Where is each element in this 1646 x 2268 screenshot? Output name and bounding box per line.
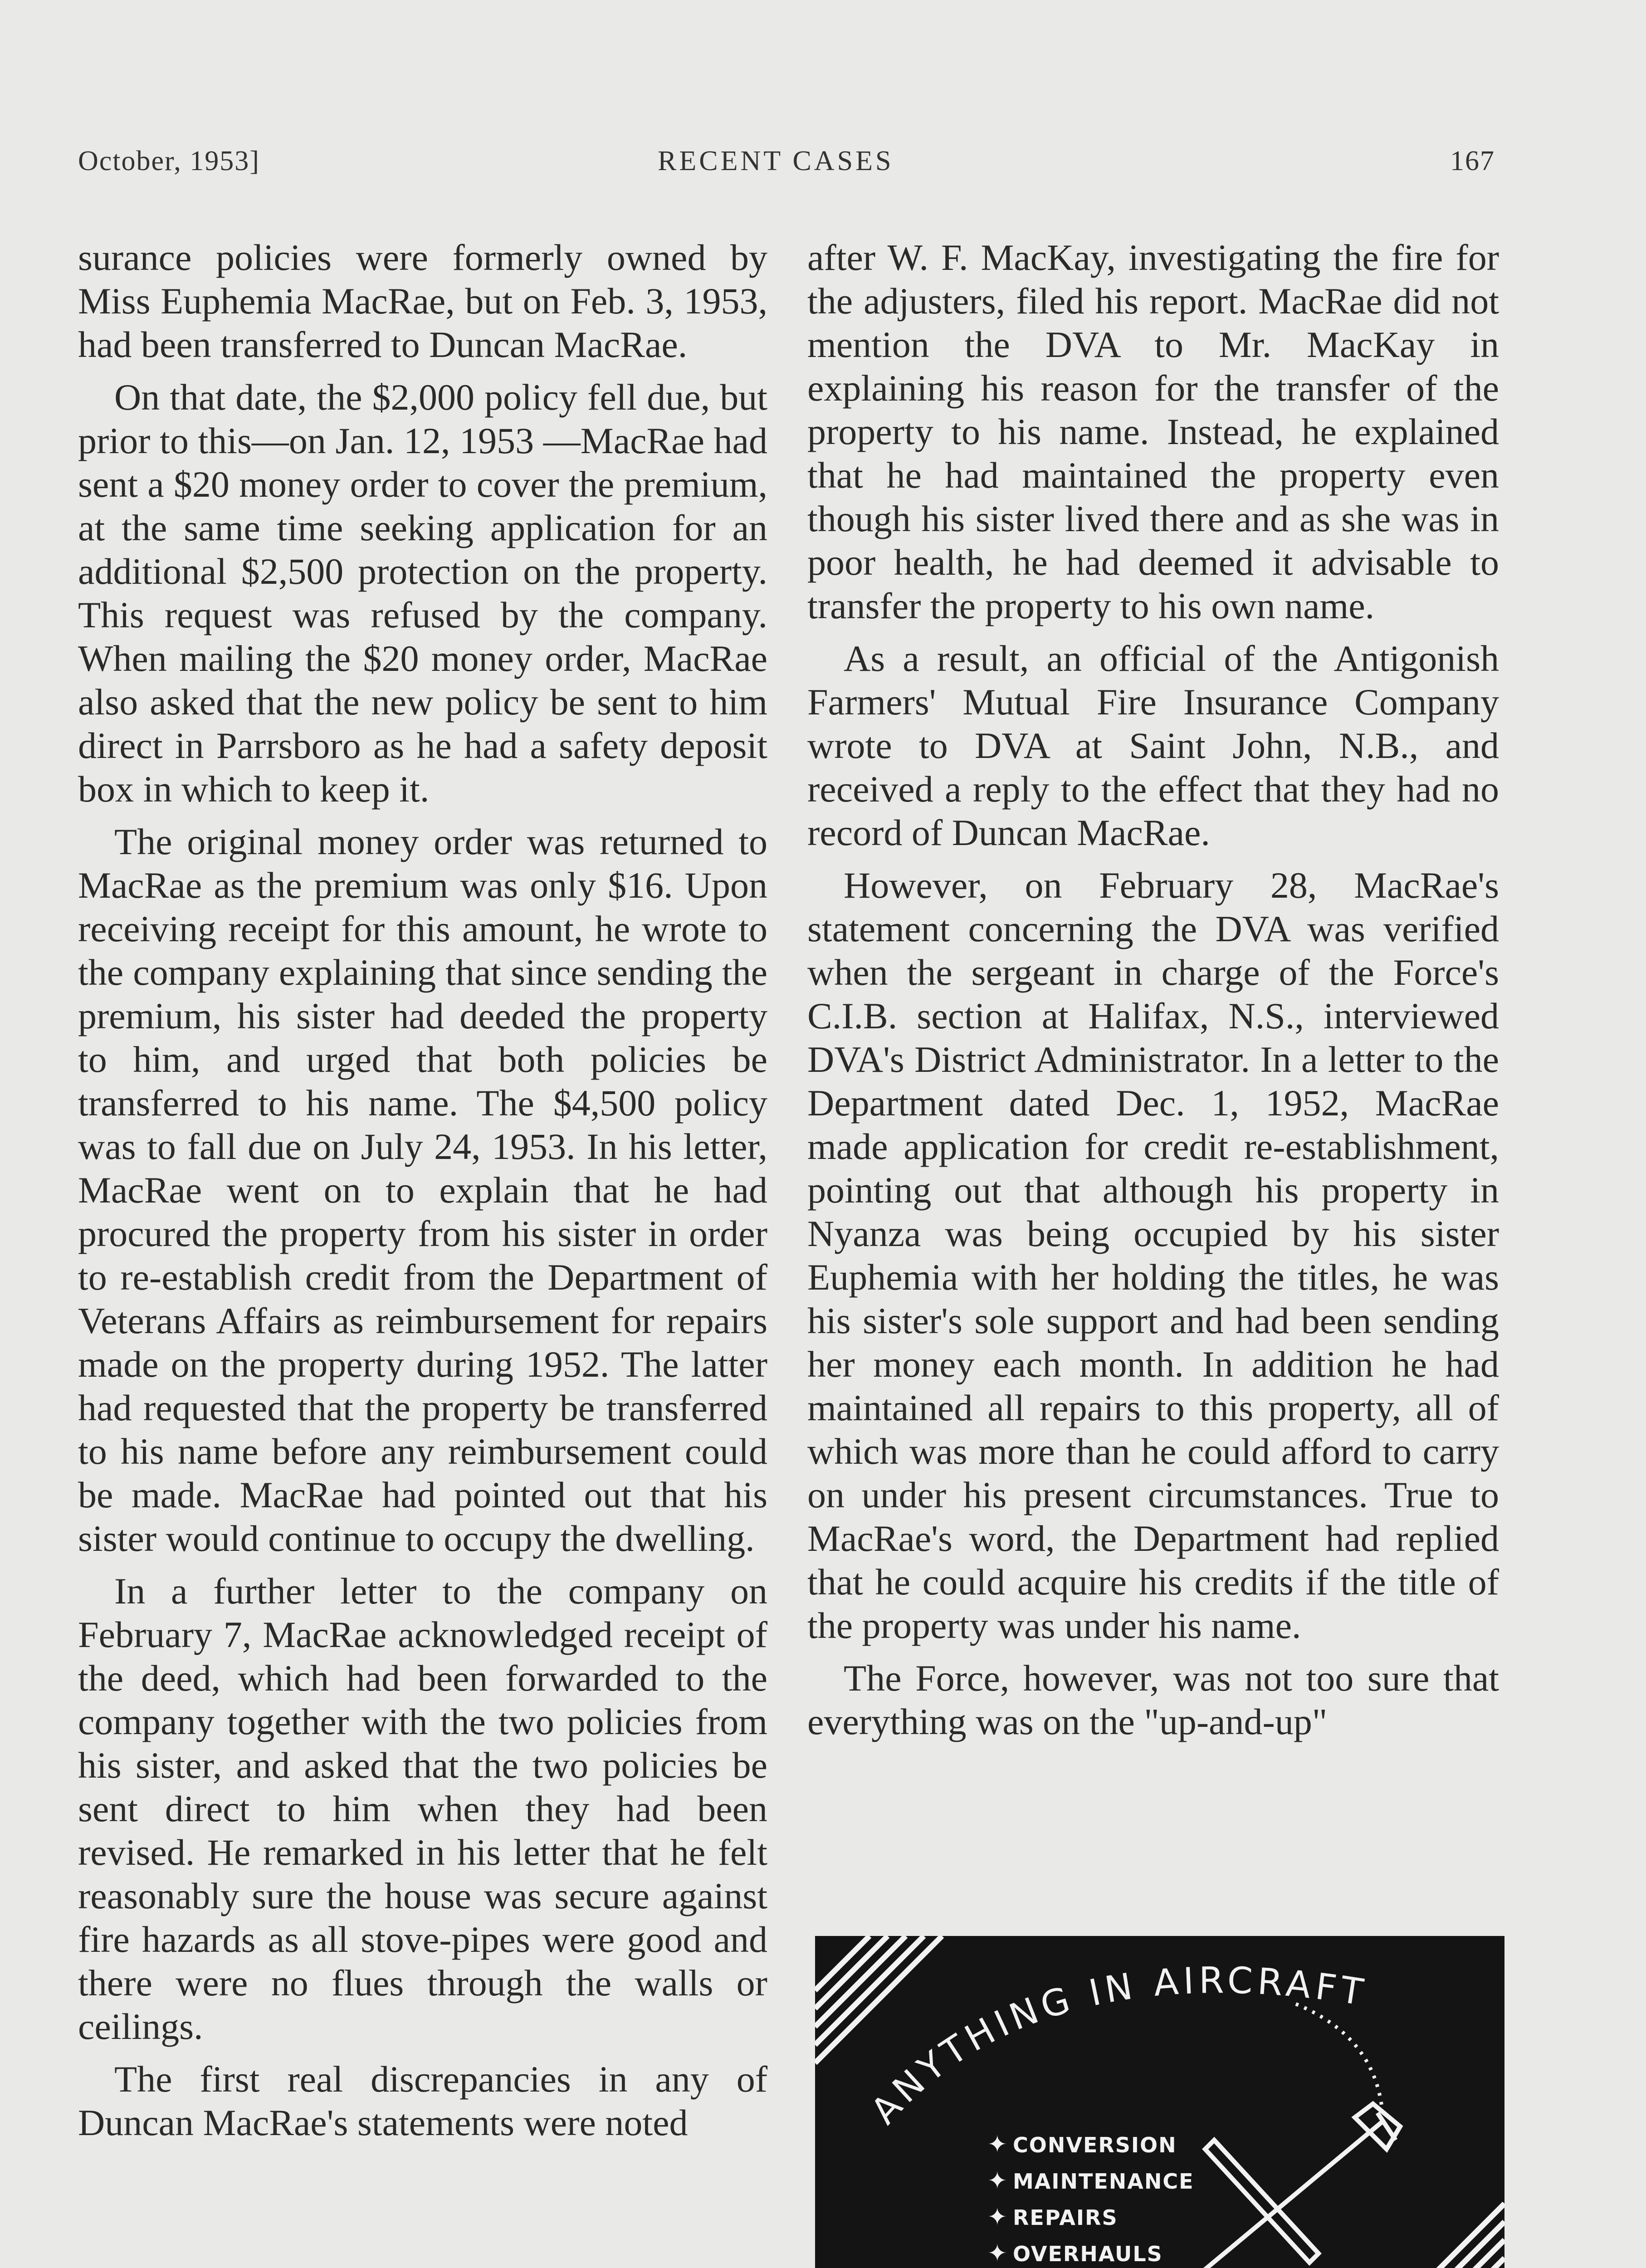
running-head-title: RECENT CASES [658,146,894,176]
paragraph: after W. F. MacKay, investigating the fire for the adjusters, filed his report. MacRae did not mention the DVA to Mr. MacKay in explaining his reason for the transfer of the property to his name. Instead, he explained that he had maintained the property even though his sister lived there and as she was in poor health, he had deemed it advisable to transfer the property to his own name. [807,237,1499,626]
paragraph: The original money order was returned to MacRae as the premium was only $16. Upon receiving receipt for this amount, he wrote to the company explaining that since sending the premium, his sister had deeded the property to him, and urged that both policies be transferred to his name. The $4,500 policy was to fall due on July 24, 1953. In his letter, MacRae went on to explain that he had procured the property from his sister in order to re-establish credit from the Department of Veterans Affairs as reimbursement for repairs made on the property during 1952. The latter had requested that the property be transferred to his name before any reimbursement could be made. MacRae had pointed out that his sister would continue to occupy the dwelling. [78,821,767,1559]
star-bullet-icon: ✦ [987,2167,1008,2195]
svg-text:ANYTHING IN AIRCRAFT [863,1959,1370,2132]
paragraph: In a further letter to the company on February 7, MacRae acknowledged receipt of the deed, which had been forwarded to the company together with the two policies from his sister, and asked that the two policies be sent direct to him when they had been revised. He remarked in his letter that he felt reasonably sure the house was secure against fire hazards as all stove-pipes were good and there were no flues through the walls or ceilings. [78,1570,767,2047]
paragraph: On that date, the $2,000 policy fell due, but prior to this—on Jan. 12, 1953 —MacRae had sent a $20 money order to cover the premium, at the same time seeking application for an additional $2,500 protection on the property. This request was refused by the company. When mailing the $20 money order, MacRae also asked that the new policy be sent to him direct in Parrsboro as he had a safety deposit box in which to keep it. [78,376,767,810]
service-item: ✦ OVERHAULS [987,2240,1163,2267]
right-column [807,236,1499,1753]
service-item: ✦ CONVERSION [987,2131,1177,2158]
paragraph: surance policies were formerly owned by Miss Euphemia MacRae, but on Feb. 3, 1953, had been transferred to Duncan MacRae. [78,237,767,365]
paragraph: However, on February 28, MacRae's statement concerning the DVA was verified when the sergeant in charge of the Force's C.I.B. section at Halifax, N.S., interviewed DVA's District Administrator. In a letter to the Department dated Dec. 1, 1952, MacRae made application for credit re-establishment, pointing out that although his property in Nyanza was being occupied by his sister Euphemia with her holding the titles, he was his sister's sole support and had been sending her money each month. In addition he had maintained all repairs to this property, all of which was more than he could afford to carry on under his present circumstances. True to MacRae's word, the Department had replied that he could acquire his credits if the title of the property was under his name. [807,865,1499,1646]
ad-slogan: ANYTHING IN AIRCRAFT [862,1959,1371,2132]
service-item: ✦ REPAIRS [987,2204,1118,2231]
running-head-date: October, 1953] [78,146,260,176]
paragraph: The Force, however, was not too sure that everything was on the "up-and-up" [807,1657,1499,1742]
star-bullet-icon: ✦ [987,2131,1008,2158]
paragraph: As a result, an official of the Antigonish Farmers' Mutual Fire Insurance Company wrote to DVA at Saint John, N.B., and received a reply to the effect that they had no record of Duncan MacRae. [807,638,1499,853]
fairey-aviation-advertisement [815,1936,1504,2268]
page-number: 167 [1450,146,1495,176]
star-bullet-icon: ✦ [987,2240,1008,2267]
star-bullet-icon: ✦ [987,2204,1008,2231]
paragraph: The first real discrepancies in any of Duncan MacRae's statements were noted [78,2058,767,2143]
left-column [78,236,767,2154]
service-item: ✦ MAINTENANCE [987,2167,1194,2195]
